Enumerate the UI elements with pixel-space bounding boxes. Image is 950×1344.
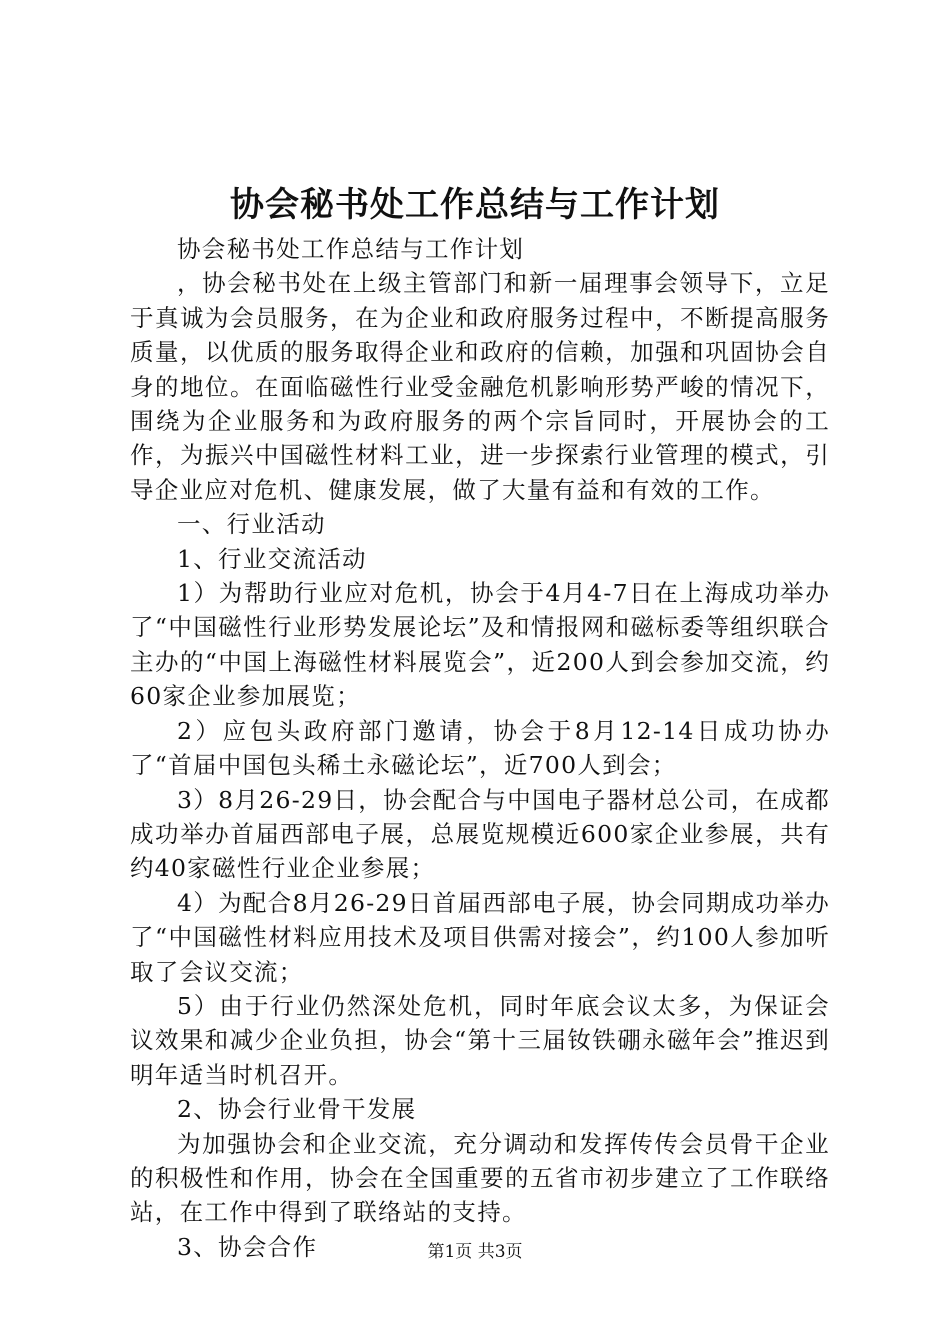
- paragraph-subtitle: 协会秘书处工作总结与工作计划: [177, 235, 525, 263]
- document-body: [130, 232, 830, 1264]
- list-item-3: 3）8月26-29日，协会配合与中国电子器材总公司，在成都成功举办首届西部电子展，总展览规模近600家企业参展，共有约40家磁性行业企业参展；: [130, 785, 830, 883]
- subsection-heading-exchange-activities: 1、行业交流活动: [177, 544, 367, 573]
- list-item-4: 4）为配合8月26-29日首届西部电子展，协会同期成功举办了“中国磁性材料应用技术及项目供需对接会”，约100人参加听取了会议交流；: [130, 888, 830, 986]
- paragraph-intro: ，协会秘书处在上级主管部门和新一届理事会领导下，立足于真诚为会员服务，在为企业和政府服务过程中，不断提高服务质量，以优质的服务取得企业和政府的信赖，加强和巩固协会自身的地位。在面临磁性行业受金融危机影响形势严峻的情况下，围绕为企业服务和为政府服务的两个宗旨同时，开展协会的工作，为振兴中国磁性材料工业，进一步探索行业管理的模式，引导企业应对危机、健康发展，做了大量有益和有效的工作。: [130, 269, 830, 504]
- subsection-heading-backbone-development: 2、协会行业骨干发展: [177, 1095, 417, 1124]
- list-item-2: 2）应包头政府部门邀请，协会于8月12-14日成功协办了“首届中国包头稀土永磁论坛”，近700人到会；: [130, 716, 830, 780]
- paragraph-backbone: 为加强协会和企业交流，充分调动和发挥传传会员骨干企业的积极性和作用，协会在全国重要的五省市初步建立了工作联络站，在工作中得到了联络站的支持。: [130, 1129, 830, 1227]
- section-heading-industry-activities: 一、行业活动: [177, 510, 326, 539]
- document-title: 协会秘书处工作总结与工作计划: [230, 185, 720, 225]
- page-footer: 第1页 共3页: [427, 1242, 523, 1262]
- list-item-1: 1）为帮助行业应对危机，协会于4月4-7日在上海成功举办了“中国磁性行业形势发展论坛”及和情报网和磁标委等组织联合主办的“中国上海磁性材料展览会”，近200人到会参加交流，约60家企业参加展览；: [130, 579, 830, 711]
- list-item-5: 5）由于行业仍然深处危机，同时年底会议太多，为保证会议效果和减少企业负担，协会“第十三届钕铁硼永磁年会”推迟到明年适当时机召开。: [130, 991, 830, 1089]
- subsection-heading-cooperation: 3、协会合作: [177, 1232, 318, 1261]
